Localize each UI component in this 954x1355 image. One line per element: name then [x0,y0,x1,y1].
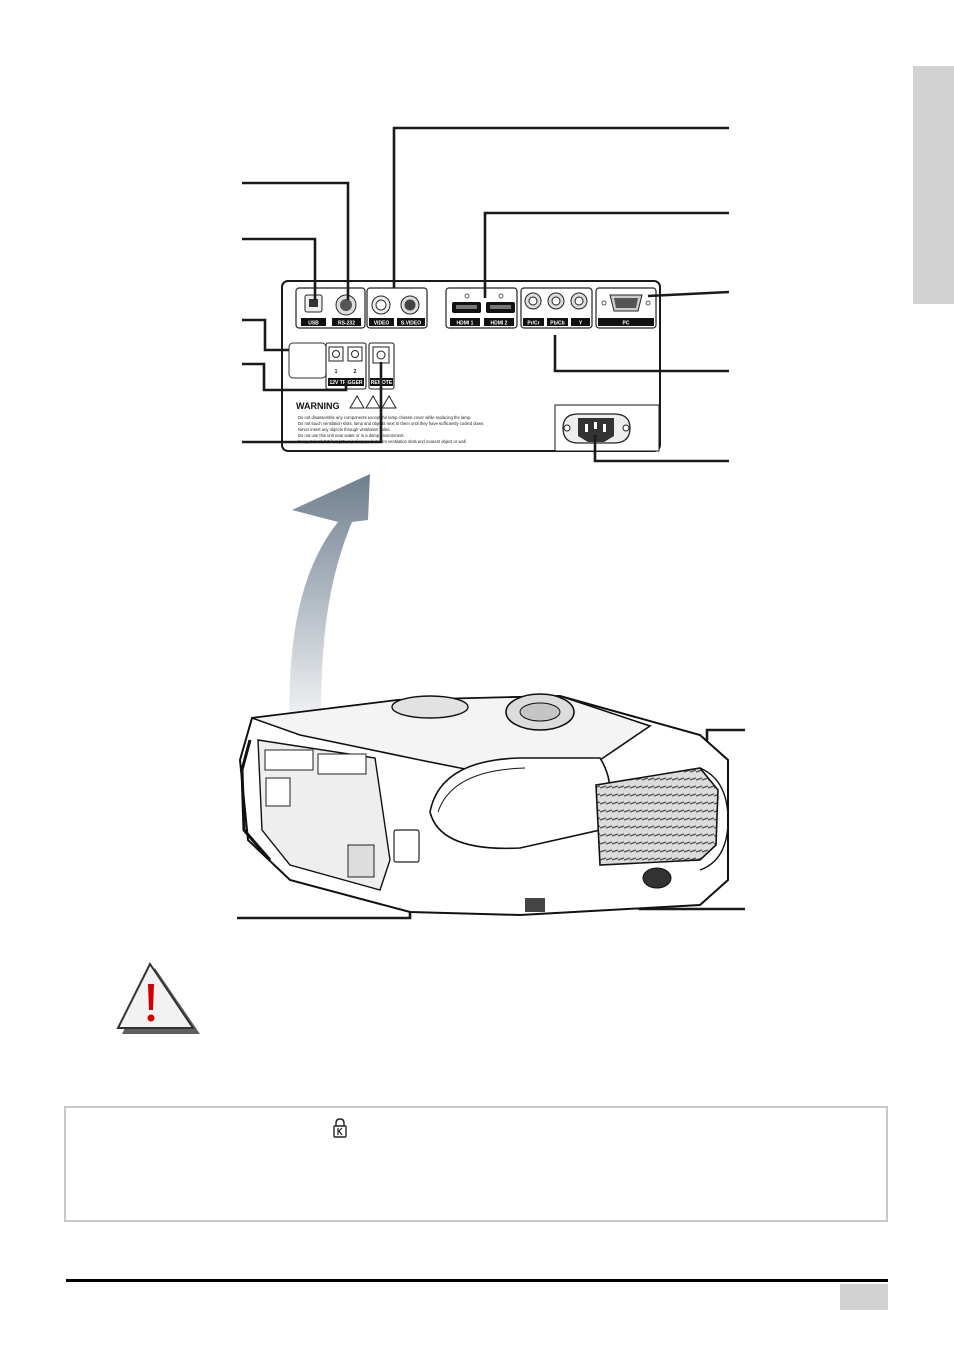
usb-port[interactable] [305,295,322,312]
warning-line-1: Do not disassemble any components except the lamp chassis cover while replacing the lamp. [298,415,472,420]
pr-label: Pr/Cr [527,320,540,327]
ac-power-inlet[interactable] [563,414,630,443]
warning-line-2: Do not touch ventilation slots, lamp and objects next to them until they have sufficiently cooled down. [298,421,485,426]
remote-jack[interactable] [373,347,389,363]
rs232-label: RS-232 [338,320,355,327]
trigger-1-label: 1 [334,369,338,375]
svideo-label: S.VIDEO [400,320,422,327]
trigger-2-label: 2 [353,369,357,375]
trigger-2-jack[interactable] [348,347,362,361]
usb-label: USB [308,320,319,327]
callout-video [394,128,729,288]
trigger-label: 12V TRIGGER [329,380,363,386]
remote-label: REMOTE [370,380,393,386]
video-label: VIDEO [373,320,390,327]
pr-port[interactable] [525,293,541,309]
video-port[interactable] [372,296,390,314]
warning-title: WARNING [296,401,340,411]
hdmi1-port[interactable] [452,302,481,313]
rs232-port[interactable] [336,295,356,315]
warning-line-5: Keep at least 3.3 feet (10 cm) of space between ventilation slots and nearest object or wall. [298,439,467,444]
hdmi1-label: HDMI 1 [456,320,474,327]
pc-label: PC [622,320,630,327]
warning-line-3: Never insert any objects through ventilation holes. [298,427,391,432]
y-label: Y [578,320,583,327]
projector-illustration [240,694,728,915]
y-port[interactable] [571,293,587,309]
note-box [64,1106,888,1222]
page-number-tab [840,1284,888,1310]
warning-line-4: Do not use this unit near water or in a damp environment. [298,433,405,438]
pb-label: Pb/Cb [550,320,565,327]
hdmi2-label: HDMI 2 [490,320,508,327]
component-group [521,288,592,328]
svideo-port[interactable] [401,296,419,314]
kensington-lock-icon [332,1118,348,1138]
pb-port[interactable] [548,293,564,309]
footer-rule [66,1279,888,1282]
caution-exclamation-icon [108,960,208,1040]
trigger-1-jack[interactable] [329,347,343,361]
ir-receiver-window [289,343,326,378]
hdmi2-port[interactable] [486,302,515,313]
pc-vga-port[interactable] [610,295,642,311]
